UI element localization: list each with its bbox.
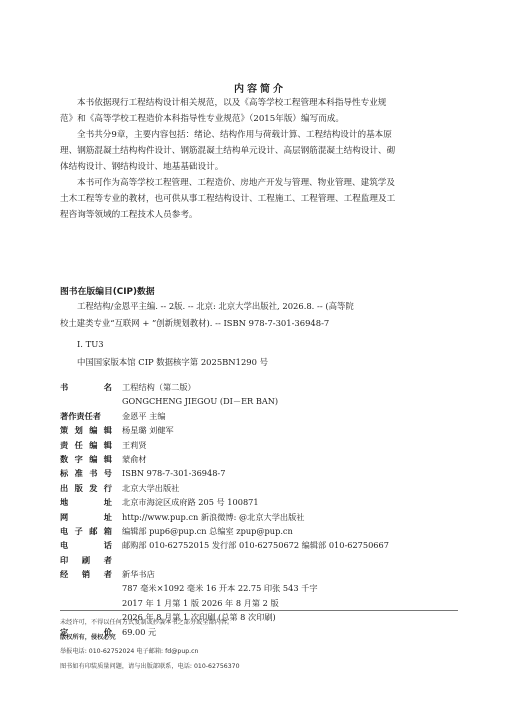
metadata-label-char: 者 <box>103 554 112 565</box>
metadata-row <box>60 526 480 540</box>
summary-paragraph-3 <box>60 175 458 223</box>
metadata-row <box>60 425 480 439</box>
metadata-label-char: 编 <box>89 425 98 436</box>
metadata-label-char: 书 <box>60 382 69 392</box>
metadata-label-char: 箱 <box>103 525 112 536</box>
metadata-value: ISBN 978-7-301-36948-7 <box>122 468 226 479</box>
metadata-label <box>60 497 112 508</box>
metadata-label-char: 责 <box>60 439 69 450</box>
metadata-label-char: 印 <box>60 554 69 565</box>
metadata-label <box>60 512 112 523</box>
metadata-row <box>60 454 480 468</box>
metadata-value: 69.00 元 <box>122 626 157 637</box>
metadata-label-char: 准 <box>74 468 83 479</box>
metadata-label-char: 号 <box>103 468 112 479</box>
copy-notice: 未经许可，不得以任何方式复制或抄袭本书之部分或全部内容。 <box>60 619 234 626</box>
metadata-label <box>60 454 112 465</box>
metadata-label-char: 电 <box>60 540 69 551</box>
metadata-value: 杨星璐 刘健军 <box>122 425 174 436</box>
quality-contact: 图书如有印装质量问题，请与出版部联系，电话: 010-62756370 <box>60 663 240 670</box>
summary-line: 体结构设计、钢结构设计、地基基础设计。 <box>60 162 224 172</box>
metadata-value: 2026 年 8 月第 1 次印刷 (总第 8 次印刷) <box>122 612 276 623</box>
metadata-value: 787 毫米×1092 毫米 16 开本 22.75 印张 543 千字 <box>122 583 318 594</box>
metadata-row <box>60 583 480 597</box>
metadata-label-char: 名 <box>103 382 112 392</box>
metadata-label-char: 址 <box>103 511 112 522</box>
metadata-label-char: 网 <box>60 511 69 522</box>
metadata-label <box>60 483 112 494</box>
summary-line: 理、钢筋混凝土结构构件设计、钢筋混凝土结构单元设计、高层钢筋混凝土结构设计、砌 <box>60 146 396 156</box>
metadata-label <box>60 468 112 479</box>
metadata-label-char: 价 <box>103 626 112 637</box>
metadata-label-char: 辑 <box>103 439 112 450</box>
metadata-label-char: 电 <box>60 525 69 536</box>
metadata-label-char: 地 <box>60 497 69 508</box>
metadata-row <box>60 540 480 554</box>
metadata-value: 北京大学出版社 <box>122 482 180 493</box>
metadata-value: 编辑部 pup6@pup.cn 总编室 zpup@pup.cn <box>122 525 293 536</box>
metadata-label <box>60 425 112 436</box>
metadata-label-char: 者 <box>103 569 112 580</box>
cip-library-record: 中国国家版本馆 CIP 数据核字第 2025BN1290 号 <box>77 357 268 367</box>
metadata-label <box>60 555 112 566</box>
cip-heading: 图书在版编目(CIP)数据 <box>60 287 155 297</box>
metadata-row <box>60 627 480 641</box>
metadata-label-char: 址 <box>103 497 112 508</box>
metadata-label-char: 邮 <box>89 525 98 536</box>
metadata-label-char: 策 <box>60 425 69 436</box>
metadata-label-char: 定 <box>60 626 69 637</box>
metadata-label-char: 标 <box>60 468 69 479</box>
metadata-row <box>60 569 480 583</box>
metadata-label-char: 编 <box>89 439 98 450</box>
footer-divider <box>60 610 458 611</box>
metadata-value: 2017 年 1 月第 1 版 2026 年 8 月第 2 版 <box>122 597 279 608</box>
metadata-row <box>60 468 480 482</box>
metadata-label-char: 经 <box>60 569 69 580</box>
summary-paragraph-2 <box>60 127 458 175</box>
metadata-value: 蒙俞材 <box>122 453 147 464</box>
metadata-value: 新华书店 <box>122 569 155 580</box>
metadata-label-char: 销 <box>81 569 91 580</box>
metadata-label <box>60 540 112 551</box>
metadata-label <box>60 382 112 393</box>
metadata-row <box>60 512 480 526</box>
metadata-label-char: 行 <box>103 482 112 493</box>
summary-line: 范》和《高等学校工程造价本科指导性专业规范》（2015年版）编写而成。 <box>60 114 344 124</box>
metadata-row <box>60 483 480 497</box>
summary-line: 土木工程等专业的教材，也可供从事工程结构设计、工程施工、工程管理、工程监理及工 <box>60 194 396 204</box>
metadata-label-char: 版 <box>74 482 83 493</box>
metadata-label-char: 辑 <box>103 453 112 464</box>
metadata-label-char: 数 <box>60 453 69 464</box>
summary-paragraph-1 <box>60 95 458 127</box>
metadata-value: 北京市海淀区成府路 205 号 100871 <box>122 497 259 508</box>
metadata-value: GONGCHENG JIEGOU (DI－ER BAN) <box>122 396 279 407</box>
metadata-value: 邮购部 010-62752015 发行部 010-62750672 编辑部 010-62750667 <box>122 540 389 551</box>
metadata-label-char: 编 <box>89 453 98 464</box>
cip-line: 校土建类专业“互联网 + ”创新规划教材). -- ISBN 978-7-301-36948-7 <box>60 318 330 328</box>
metadata-row <box>60 396 480 410</box>
rights-notice: 版权所有，侵权必究 <box>60 634 116 641</box>
metadata-label-char: 书 <box>89 468 98 479</box>
metadata-row <box>60 497 480 511</box>
metadata-label-char: 辑 <box>103 425 112 436</box>
cip-classification: Ⅰ. TU3 <box>77 339 104 349</box>
metadata-value: 工程结构（第二版） <box>122 382 196 392</box>
metadata-label <box>60 569 112 580</box>
summary-line: 本书依据现行工程结构设计相关规范，以及《高等学校工程管理本科指导性专业规 <box>77 98 387 108</box>
metadata-label-char: 出 <box>60 482 69 493</box>
metadata-row <box>60 411 480 425</box>
metadata-row <box>60 382 480 396</box>
summary-line: 全书共分9章，主要内容包括：绪论、结构作用与荷载计算、工程结构设计的基本原 <box>77 130 392 140</box>
metadata-value: 金恩平 主编 <box>122 410 166 421</box>
publication-metadata <box>60 382 480 641</box>
summary-line: 程咨询等领域的工程技术人员参考。 <box>60 210 198 220</box>
metadata-label-char: 发 <box>89 482 98 493</box>
metadata-label-char: 刷 <box>81 554 91 565</box>
summary-line: 本书可作为高等学校工程管理、工程造价、房地产开发与管理、物业管理、建筑学及 <box>77 178 395 188</box>
summary-title: 内容简介 <box>234 84 286 95</box>
report-contact: 举报电话: 010-62752024 电子邮箱: fd@pup.cn <box>60 648 199 655</box>
metadata-label-char: 子 <box>74 525 83 536</box>
metadata-value: http://www.pup.cn 新浪微博: @北京大学出版社 <box>122 511 305 522</box>
metadata-label-char: 任 <box>74 439 83 450</box>
metadata-label-char: 话 <box>103 540 112 551</box>
metadata-row <box>60 555 480 569</box>
metadata-value: 王莉贤 <box>122 439 147 450</box>
metadata-label: 著作责任者 <box>60 410 101 421</box>
metadata-row <box>60 440 480 454</box>
metadata-label <box>60 526 112 537</box>
cip-line: 工程结构/金恩平主编. -- 2版. -- 北京: 北京大学出版社, 2026.8. -- (高等院 <box>77 301 354 311</box>
metadata-label-char: 字 <box>74 453 83 464</box>
metadata-label-char: 划 <box>74 425 83 436</box>
metadata-label <box>60 440 112 451</box>
